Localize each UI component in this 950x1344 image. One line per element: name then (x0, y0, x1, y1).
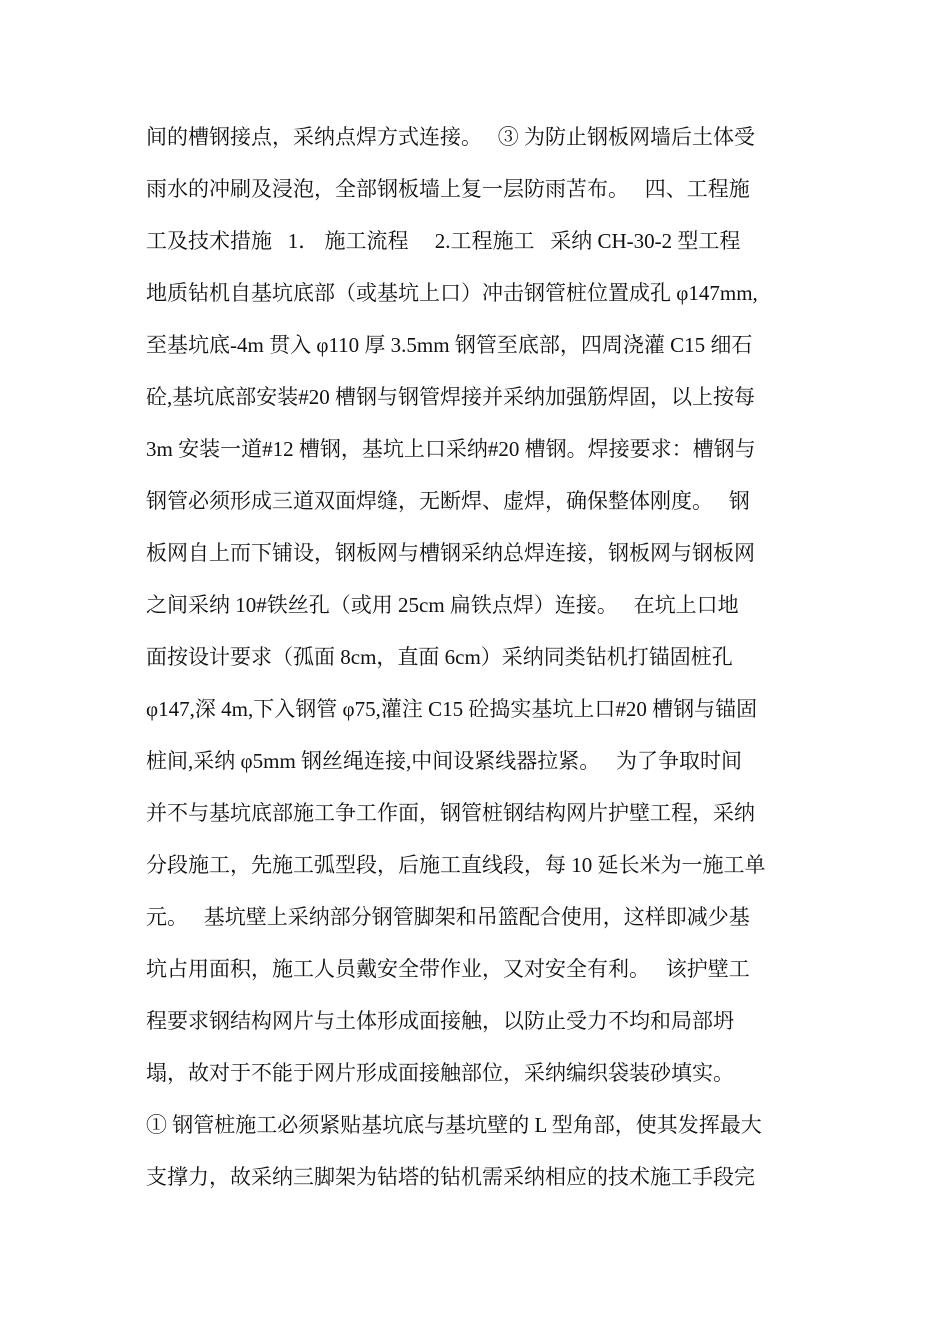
text-line: 元。 基坑壁上采纳部分钢管脚架和吊篮配合使用，这样即减少基 (146, 905, 750, 929)
text-line: 地质钻机自基坑底部（或基坑上口）冲击钢管桩位置成孔 φ147mm, (146, 281, 758, 305)
text-line: 板网自上而下铺设，钢板网与槽钢采纳总焊连接，钢板网与钢板网 (146, 541, 755, 565)
text-line: 之间采纳 10#铁丝孔（或用 25cm 扁铁点焊）连接。 在坑上口地 (146, 593, 739, 617)
text-line: 分段施工，先施工弧型段，后施工直线段，每 10 延长米为一施工单 (146, 853, 766, 877)
text-line: 工及技术措施 1． 施工流程 2.工程施工 采纳 CH-30-2 型工程 (146, 229, 741, 253)
text-line: 坑占用面积，施工人员戴安全带作业，又对安全有利。 该护壁工 (146, 957, 750, 981)
text-line: 雨水的冲刷及浸泡，全部钢板墙上复一层防雨苫布。 四、工程施 (146, 177, 750, 201)
text-line: 程要求钢结构网片与土体形成面接触，以防止受力不均和局部坍 (146, 1009, 734, 1033)
text-line: 塌，故对于不能于网片形成面接触部位，采纳编织袋装砂填实。 (146, 1061, 734, 1085)
text-line: 支撑力，故采纳三脚架为钻塔的钻机需采纳相应的技术施工手段完 (146, 1165, 755, 1189)
text-line: 砼,基坑底部安装#20 槽钢与钢管焊接并采纳加强筋焊固，以上按每 (146, 385, 755, 409)
text-line: 至基坑底-4m 贯入 φ110 厚 3.5mm 钢管至底部，四周浇灌 C15 细石 (146, 333, 753, 357)
text-line: 钢管必须形成三道双面焊缝，无断焊、虚焊，确保整体刚度。 钢 (146, 489, 750, 513)
text-line: φ147,深 4m,下入钢管 φ75,灌注 C15 砼捣实基坑上口#20 槽钢与锚固 (146, 697, 758, 721)
text-line: 桩间,采纳 φ5mm 钢丝绳连接,中间设紧线器拉紧。 为了争取时间 (146, 749, 743, 773)
text-line: 3m 安装一道#12 槽钢，基坑上口采纳#20 槽钢。焊接要求：槽钢与 (146, 437, 756, 461)
text-line: ① 钢管桩施工必须紧贴基坑底与基坑壁的 L 型角部，使其发挥最大 (146, 1113, 762, 1137)
text-line: 间的槽钢接点，采纳点焊方式连接。 ③ 为防止钢板网墙后土体受 (146, 125, 755, 149)
text-line: 面按设计要求（孤面 8cm，直面 6cm）采纳同类钻机打锚固桩孔 (146, 645, 733, 669)
text-line: 并不与基坑底部施工争工作面，钢管桩钢结构网片护壁工程，采纳 (146, 801, 755, 825)
